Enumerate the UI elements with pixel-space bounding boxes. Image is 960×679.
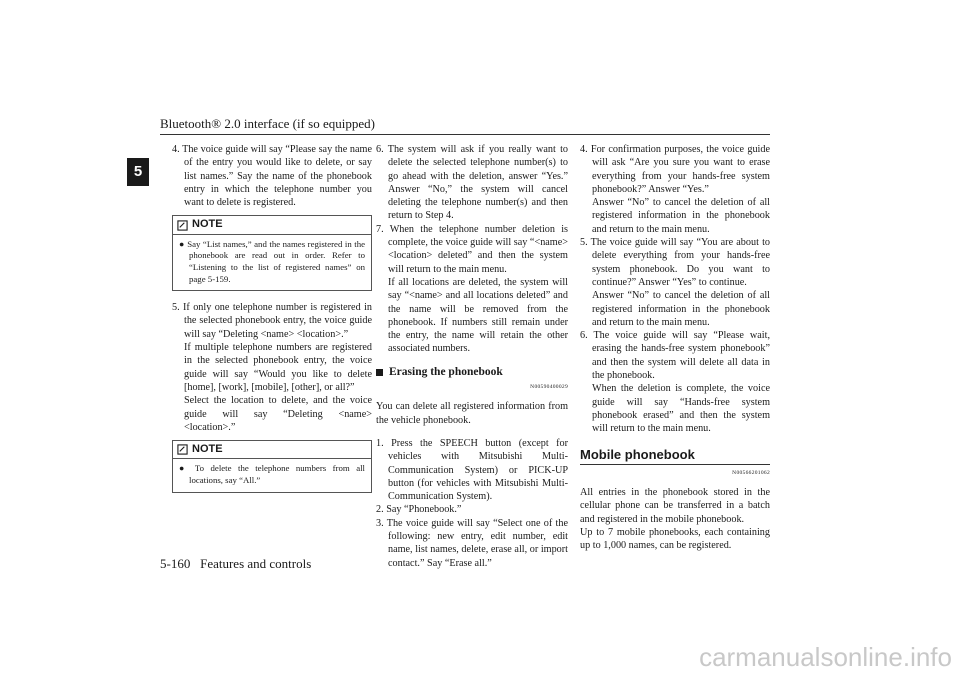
erase-step-6: 6. The voice guide will say “Please wait, erasing the hands-free system phonebook” and then the system will delete all data in the phonebook. bbox=[580, 330, 770, 382]
note-bullet: ● To delete the telephone numbers from all locations, say “All.” bbox=[179, 463, 366, 486]
step-4-text: 4. The voice guide will say “Please say the name of the entry you would like to delete, or say list names.” Say the name of the phonebook entry in which the telephone number you want to delete is registered. bbox=[172, 144, 372, 209]
note-text: To delete the telephone numbers from all locations, say “All.” bbox=[189, 463, 366, 486]
column-1 bbox=[172, 143, 372, 503]
chapter-tab: 5 bbox=[127, 158, 149, 186]
spacer bbox=[376, 427, 568, 437]
erase-step-4: 4. For confirmation purposes, the voice guide will ask “Are you sure you want to erase everything from your hands-free system phonebook?” Answer “Yes.” bbox=[580, 144, 770, 195]
note-icon bbox=[177, 444, 188, 455]
erase-step-6-continued: When the deletion is complete, the voice guide will say “Hands-free system phonebook erased” and then the system will return to the main menu. bbox=[592, 383, 770, 435]
erase-step-3: 3. The voice guide will say “Select one of the following: new entry, edit number, edit name, list names, delete, erase all, or import contact.” Say “Erase all.” bbox=[376, 517, 568, 569]
section-intro: You can delete all registered information from the vehicle phonebook. bbox=[376, 401, 568, 426]
erase-step-2: 2. Say “Phonebook.” bbox=[376, 504, 462, 516]
section-title bbox=[376, 366, 568, 379]
section-code: N00590400029 bbox=[530, 384, 568, 391]
note-body bbox=[173, 235, 371, 290]
step-7-text: 7. When the telephone number deletion is complete, the voice guide will say “<name> <location> deleted” and then the system will return to the main menu. bbox=[376, 223, 568, 275]
erase-step-5-continued: Answer “No” to cancel the deletion of all registered information in the phonebook and return to the main menu. bbox=[592, 290, 770, 328]
step-5-continued: If multiple telephone numbers are registered in the selected phonebook entry, the voice guide will say “Would you like to delete [home], [work], [mobile], [other], or all?” bbox=[184, 342, 372, 393]
erase-step-5: 5. The voice guide will say “You are about to delete everything from your hands-free system phonebook. Do you want to continue?” Answer “Yes” to continue. bbox=[580, 237, 770, 288]
note-label: NOTE bbox=[192, 218, 223, 231]
note-label: NOTE bbox=[192, 443, 223, 456]
step-7-continued: If all locations are deleted, the system will say “<name> and all locations deleted” and the name will be removed from the phonebook. If numbers still remain under the entry, the name will retain the other associated numbers. bbox=[388, 276, 568, 355]
section-title-text: Erasing the phonebook bbox=[389, 365, 503, 378]
note-header bbox=[173, 441, 371, 459]
step-5-text: 5. If only one telephone number is registered in the selected phonebook entry, the voice guide will say “Deleting <name> <location>.” bbox=[172, 302, 372, 340]
note-icon bbox=[177, 220, 188, 231]
page-header: Bluetooth® 2.0 interface (if so equipped) bbox=[160, 116, 375, 131]
note-bullet: ● Say “List names,” and the names registered in the phonebook are read out in order. Refer to “Listening to the list of registered names” on page 5-159. bbox=[179, 238, 365, 284]
mobile-phonebook-para-2: Up to 7 mobile phonebooks, each containing up to 1,000 names, can be registered. bbox=[580, 527, 770, 552]
column-3 bbox=[580, 143, 770, 553]
step-5-continued-2: Select the location to delete, and the voice guide will say “Deleting <name> <location>.” bbox=[184, 395, 372, 433]
erase-step-4-continued: Answer “No” to cancel the deletion of all registered information in the phonebook and return to the main menu. bbox=[592, 197, 770, 235]
mobile-phonebook-heading: Mobile phonebook bbox=[580, 448, 770, 465]
note-box-2 bbox=[172, 440, 372, 492]
step-6-text: 6. The system will ask if you really want to delete the selected telephone number(s) to go ahead with the deletion, answer “Yes.” Answer “No,” the system will cancel deleting the telephone number(s) and then return to Step 4. bbox=[376, 144, 568, 222]
note-body bbox=[173, 459, 371, 491]
note-text: Say “List names,” and the names registered in the phonebook are read out in order. Refer to “Listening to the list of registered names” on page 5-159. bbox=[187, 238, 365, 284]
note-box-1 bbox=[172, 215, 372, 291]
page-number: 5-160 bbox=[160, 556, 191, 571]
header-rule bbox=[160, 134, 770, 135]
erase-step-1: 1. Press the SPEECH button (except for vehicles with Mitsubishi Multi-Communication System) or PICK-UP button (for vehicles with Mitsubishi Multi-Communication System). bbox=[376, 437, 568, 503]
column-2 bbox=[376, 143, 568, 570]
page-footer bbox=[160, 556, 311, 572]
section-code: N00566201062 bbox=[732, 469, 770, 476]
note-header bbox=[173, 216, 371, 234]
mobile-phonebook-para-1: All entries in the phonebook stored in the cellular phone can be transferred in a batch and registered in the mobile phonebook. bbox=[580, 487, 770, 525]
watermark: carmanualsonline.info bbox=[699, 642, 952, 672]
footer-section: Features and controls bbox=[200, 556, 312, 571]
section-marker-icon bbox=[376, 369, 383, 376]
